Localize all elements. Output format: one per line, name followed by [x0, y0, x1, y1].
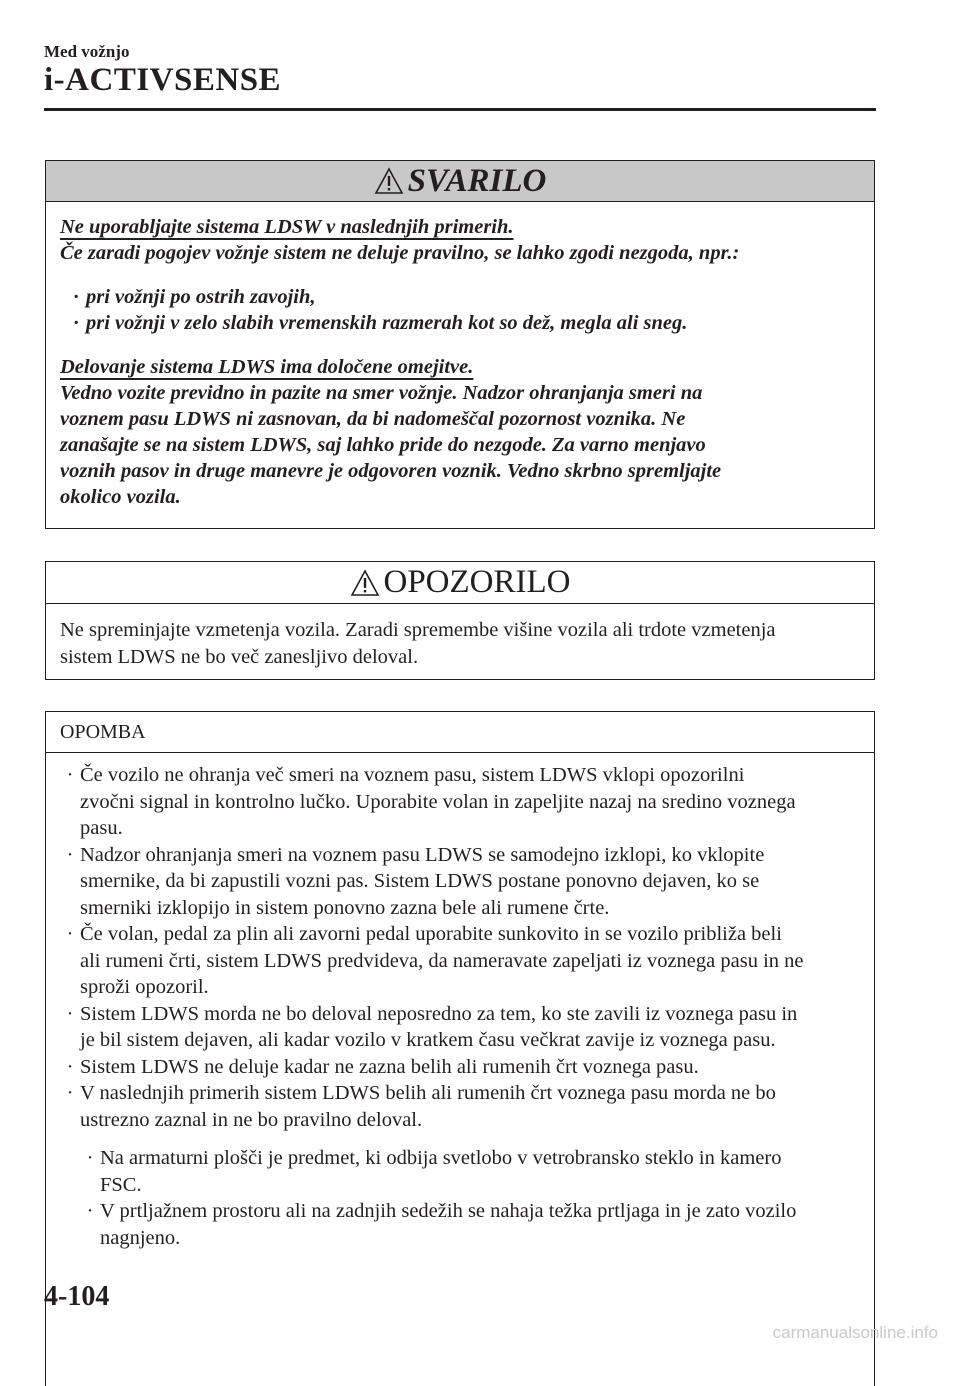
sub-list-item: · V prtljažnem prostoru ali na zadnjih sedežih se nahaja težka prtljaga in je zato vozilo nagnjeno.	[86, 1200, 797, 1249]
warning-text-line: voznem pasu LDWS ni zasnovan, da bi nadomeščal pozornost voznika. Ne	[60, 408, 686, 430]
page-title: i-ACTIVSENSE	[44, 62, 282, 98]
warning-header	[46, 161, 874, 202]
caution-box	[45, 561, 875, 680]
list-item: · pri vožnji po ostrih zavojih,	[73, 286, 316, 308]
warning-intro-text: Če zaradi pogojev vožnje sistem ne deluje pravilno, se lahko zgodi nezgoda, npr.:	[60, 242, 740, 264]
header-divider	[44, 108, 876, 111]
warning-text-line: zanašajte se na sistem LDWS, saj lahko pride do nezgode. Za varno menjavo	[60, 434, 706, 456]
list-item: · pri vožnji v zelo slabih vremenskih razmerah kot so dež, megla ali sneg.	[73, 312, 688, 334]
caution-title: OPOZORILO	[383, 564, 571, 600]
warning-triangle-icon	[374, 167, 404, 195]
caution-header	[46, 562, 874, 604]
caution-text-line: sistem LDWS ne bo več zanesljivo deloval.	[60, 645, 419, 668]
list-item: · Če vozilo ne ohranja več smeri na voznem pasu, sistem LDWS vklopi opozorilni zvočni signal in kontrolno lučko. Uporabite volan in zapeljite nazaj na sredino voznega pasu.	[66, 764, 796, 839]
warning-body	[46, 202, 874, 510]
warning-limit-heading: Delovanje sistema LDWS ima določene omejitve.	[60, 356, 474, 378]
caution-body	[46, 604, 874, 670]
sub-list-item: · Na armaturni plošči je predmet, ki odbija svetlobo v vetrobransko steklo in kamero FSC.	[86, 1147, 782, 1196]
warning-text-line: voznih pasov in druge manevre je odgovoren voznik. Vedno skrbno spremljajte	[60, 460, 722, 482]
watermark: carmanualsonline.info	[772, 1323, 938, 1342]
list-item: · Nadzor ohranjanja smeri na voznem pasu LDWS se samodejno izklopi, ko vklopite smernike, da bi zapustili vozni pas. Sistem LDWS postane ponovno dejaven, ko se smerniki izklopijo in sistem ponovno zazna bele ali rumene črte.	[66, 843, 765, 919]
list-item: · V naslednjih primerih sistem LDWS belih ali rumenih črt voznega pasu morda ne bo ustrezno zaznal in ne bo pravilno deloval.	[66, 1082, 776, 1131]
caution-text-line: Ne spreminjajte vzmetenja vozila. Zaradi spremembe višine vozila ali trdote vzmetenja	[60, 619, 776, 641]
warning-text-line: Vedno vozite previdno in pazite na smer vožnje. Nadzor ohranjanja smeri na	[60, 382, 703, 404]
warning-intro-heading: Ne uporabljajte sistema LDSW v naslednjih primerih.	[60, 216, 514, 238]
list-item: · Sistem LDWS morda ne bo deloval neposredno za tem, ko ste zavili iz voznega pasu in je bil sistem dejaven, ali kadar vozilo v kratkem času večkrat zavije iz voznega pasu.	[66, 1002, 798, 1051]
note-title: OPOMBA	[60, 720, 146, 743]
page-number: 4-104	[44, 1281, 110, 1312]
list-item: · Če volan, pedal za plin ali zavorni pedal uporabite sunkovito in se vozilo približa beli ali rumeni črti, sistem LDWS predvideva, da nameravate zapeljati iz voznega pasu in ne sproži opozoril.	[66, 923, 804, 998]
list-item: · Sistem LDWS ne deluje kadar ne zazna belih ali rumenih črt voznega pasu.	[66, 1055, 699, 1078]
note-header	[46, 712, 874, 753]
note-box	[45, 711, 875, 1386]
section-label: Med vožnjo	[44, 42, 130, 61]
warning-box	[45, 160, 875, 529]
note-body	[46, 753, 874, 1251]
warning-title: SVARILO	[407, 162, 547, 199]
warning-text-line: okolico vozila.	[60, 486, 181, 508]
warning-triangle-icon	[350, 569, 380, 597]
